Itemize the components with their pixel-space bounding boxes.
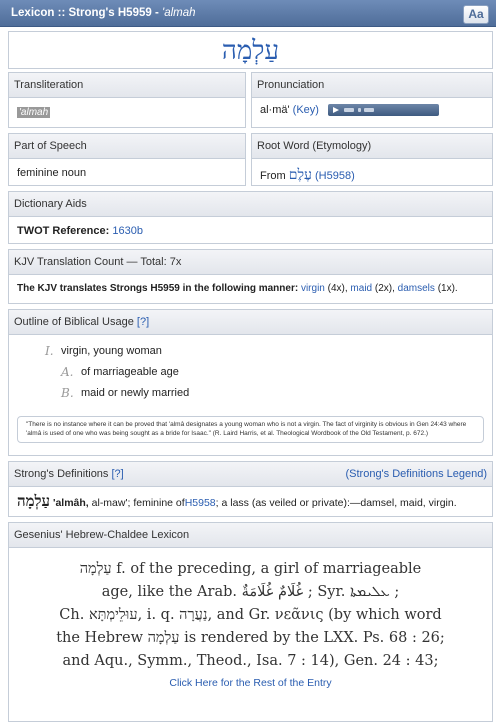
- gesenius-line: age, like the Arab. غُلَامٌ غُلَامَةٌ ; Syr. ܥܠܝܡܬܐ ;: [101, 584, 400, 600]
- strongs-definitions-box: [8, 461, 493, 517]
- root-from-text: From: [260, 170, 286, 182]
- kjv-box: [8, 249, 493, 304]
- outline-box: [8, 309, 493, 456]
- gesenius-scan: [9, 548, 492, 673]
- twot-link[interactable]: 1630b: [112, 225, 143, 237]
- root-hebrew-link[interactable]: עֶלֶם: [288, 167, 312, 183]
- kjv-word-link[interactable]: damsels: [397, 283, 435, 294]
- pronunciation-label: Pronunciation: [252, 73, 492, 98]
- pronunciation-key-link[interactable]: (Key): [292, 104, 319, 116]
- kjv-word-link[interactable]: maid: [350, 283, 373, 294]
- strongs-hebrew: עַלְמָה: [17, 492, 51, 510]
- outline-text: maid or newly married: [81, 387, 190, 399]
- kjv-word-link[interactable]: virgin: [300, 283, 325, 294]
- strongs-legend-link[interactable]: (Strong's Definitions Legend): [345, 468, 487, 480]
- headword-box: [8, 31, 493, 69]
- strongs-help-link[interactable]: [?]: [111, 468, 124, 480]
- outline-list: [9, 335, 492, 410]
- play-icon[interactable]: [333, 107, 339, 113]
- gesenius-line: Ch. עוּלֵימְתָּא, i. q. נַעֲרָה, and Gr. νεᾶνις (by which word: [59, 607, 442, 623]
- gesenius-label: Gesenius' Hebrew-Chaldee Lexicon: [9, 523, 492, 548]
- strongs-rest: ; a lass (as veiled or private):—damsel, maid, virgin.: [215, 497, 457, 509]
- outline-header: [9, 310, 492, 335]
- outline-num: A.: [61, 365, 74, 379]
- kjv-lead: The KJV translates Strongs H5959 in the following manner:: [17, 283, 299, 294]
- strongs-ref-link[interactable]: H5958: [184, 497, 216, 509]
- twot-label: TWOT Reference:: [17, 225, 110, 237]
- gesenius-box: [8, 522, 493, 722]
- strongs-entry: 'almâh,: [52, 497, 89, 509]
- twot-quote: "There is no instance where it can be proved that 'almâ designates a young woman who is not a virgin. The fact of virginity is obvious in Gen 24:43 where 'almâ is used of one who was being sought as a bride for Isaac." (R. Laird Harris, et al. Theological Wordbook of the Old Testament, p. 672.): [17, 416, 484, 443]
- list-item: [17, 362, 484, 383]
- audio-player[interactable]: [328, 104, 439, 116]
- transliteration-value: 'almah: [19, 107, 49, 118]
- volume-handle[interactable]: [358, 108, 361, 112]
- gesenius-line: and Aqu., Symm., Theod., Isa. 7 : 14), Gen. 24 : 43;: [62, 653, 439, 669]
- outline-text: of marriageable age: [81, 366, 179, 378]
- strongs-header: [9, 462, 492, 487]
- pronunciation-box: [251, 72, 493, 128]
- font-size-button[interactable]: Aa: [463, 5, 489, 24]
- kjv-count: (4x),: [327, 283, 348, 294]
- title-bar: [0, 0, 496, 27]
- list-item: [17, 341, 484, 362]
- gesenius-line: the Hebrew עַלְמָה is rendered by the LXX. Ps. 68 : 26;: [56, 630, 445, 646]
- pronunciation-value: al·mä': [260, 104, 290, 116]
- transliteration-box: [8, 72, 246, 128]
- outline-help-link[interactable]: [?]: [136, 316, 150, 328]
- strongs-label: Strong's Definitions: [14, 468, 109, 480]
- part-of-speech-value: feminine noun: [17, 167, 87, 179]
- strongs-pron: al-maw'; feminine of: [91, 497, 185, 509]
- outline-num: B.: [61, 386, 74, 400]
- dictionary-aids-label: Dictionary Aids: [9, 192, 492, 217]
- outline-num: I.: [45, 344, 54, 358]
- page-title: Lexicon :: Strong's H5959 - 'almah: [11, 7, 196, 19]
- kjv-label: KJV Translation Count — Total: 7x: [9, 250, 492, 275]
- root-strongs-link[interactable]: (H5958): [315, 170, 355, 182]
- gesenius-more-link[interactable]: Click Here for the Rest of the Entry: [169, 677, 332, 689]
- root-word-label: Root Word (Etymology): [252, 134, 492, 159]
- part-of-speech-box: [8, 133, 246, 186]
- kjv-count: (1x).: [437, 283, 458, 294]
- outline-label: Outline of Biblical Usage: [14, 316, 134, 328]
- root-word-box: [251, 133, 493, 186]
- progress-track: [344, 108, 354, 112]
- kjv-count: (2x),: [374, 283, 395, 294]
- gesenius-line: עַלְמָה f. of the preceding, a girl of marriageable: [79, 561, 422, 577]
- dictionary-aids-box: [8, 191, 493, 244]
- outline-text: virgin, young woman: [61, 345, 162, 357]
- volume-track[interactable]: [364, 108, 374, 112]
- transliteration-label: Transliteration: [9, 73, 245, 98]
- part-of-speech-label: Part of Speech: [9, 134, 245, 159]
- list-item: [17, 383, 484, 404]
- headword: עַלְמָה: [221, 36, 280, 66]
